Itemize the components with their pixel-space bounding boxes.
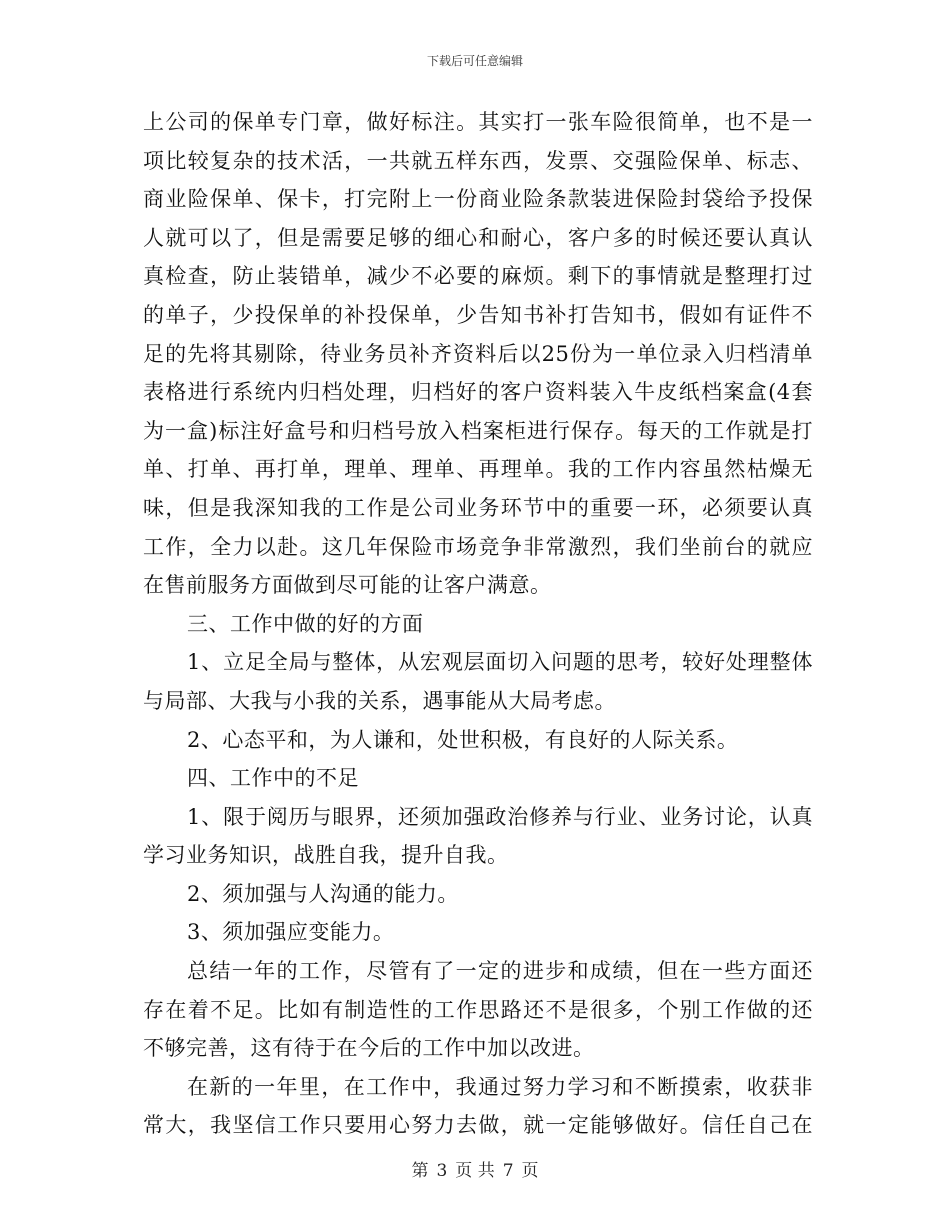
text-line: 项比较复杂的技术活，一共就五样东西，发票、交强险保单、标志、 bbox=[143, 148, 813, 173]
text-line: 3、须加强应变能力。 bbox=[187, 920, 395, 945]
text-line: 三、工作中做的好的方面 bbox=[187, 611, 424, 636]
footer-suffix: 页 bbox=[521, 1161, 539, 1181]
text-line: 表格进行系统内归档处理，归档好的客户资料装入牛皮纸档案盒(4套 bbox=[143, 380, 813, 405]
footer-prefix: 第 bbox=[411, 1161, 429, 1181]
text-line: 四、工作中的不足 bbox=[187, 766, 359, 791]
body-text bbox=[143, 103, 813, 1145]
footer-total-pages: 7 bbox=[502, 1161, 514, 1181]
text-line: 的单子，少投保单的补投保单，少告知书补打告知书，假如有证件不 bbox=[143, 302, 813, 327]
page-header: 下载后可任意编辑 bbox=[426, 54, 523, 68]
text-line: 1、限于阅历与眼界，还须加强政治修养与行业、业务讨论，认真 bbox=[187, 804, 813, 829]
text-line: 学习业务知识，战胜自我，提升自我。 bbox=[143, 843, 509, 868]
text-line: 与局部、大我与小我的关系，遇事能从大局考虑。 bbox=[143, 688, 616, 713]
text-line: 总结一年的工作，尽管有了一定的进步和成绩，但在一些方面还 bbox=[187, 959, 813, 984]
text-line: 足的先将其剔除，待业务员补齐资料后以25份为一单位录入归档清单 bbox=[143, 341, 813, 366]
text-line: 1、立足全局与整体，从宏观层面切入问题的思考，较好处理整体 bbox=[187, 650, 813, 675]
text-line: 在售前服务方面做到尽可能的让客户满意。 bbox=[143, 573, 552, 598]
page-footer bbox=[0, 1156, 950, 1181]
text-line: 在新的一年里，在工作中，我通过努力学习和不断摸索，收获非 bbox=[187, 1074, 813, 1099]
text-line: 工作，全力以赴。这几年保险市场竞争非常激烈，我们坐前台的就应 bbox=[143, 534, 813, 559]
text-line: 味，但是我深知我的工作是公司业务环节中的重要一环，必须要认真 bbox=[143, 495, 813, 520]
text-line: 真检查，防止装错单，减少不必要的麻烦。剩下的事情就是整理打过 bbox=[143, 264, 813, 289]
text-line: 人就可以了，但是需要足够的细心和耐心，客户多的时候还要认真认 bbox=[143, 225, 813, 250]
text-line: 商业险保单、保卡，打完附上一份商业险条款装进保险封袋给予投保 bbox=[143, 187, 813, 212]
text-line: 上公司的保单专门章，做好标注。其实打一张车险很简单，也不是一 bbox=[143, 110, 813, 134]
text-line: 2、须加强与人沟通的能力。 bbox=[187, 881, 459, 906]
text-line: 存在着不足。比如有制造性的工作思路还不是很多，个别工作做的还 bbox=[143, 997, 813, 1022]
footer-page-number: 3 bbox=[436, 1161, 448, 1181]
text-line: 为一盒)标注好盒号和归档号放入档案柜进行保存。每天的工作就是打 bbox=[143, 418, 813, 443]
text-line: 2、心态平和，为人谦和，处世积极，有良好的人际关系。 bbox=[187, 727, 739, 752]
text-line: 单、打单、再打单，理单、理单、再理单。我的工作内容虽然枯燥无 bbox=[143, 457, 813, 482]
footer-middle: 页 共 bbox=[455, 1161, 495, 1181]
text-line: 常大，我坚信工作只要用心努力去做，就一定能够做好。信任自己在 bbox=[143, 1113, 813, 1138]
text-line: 不够完善，这有待于在今后的工作中加以改进。 bbox=[143, 1036, 595, 1061]
